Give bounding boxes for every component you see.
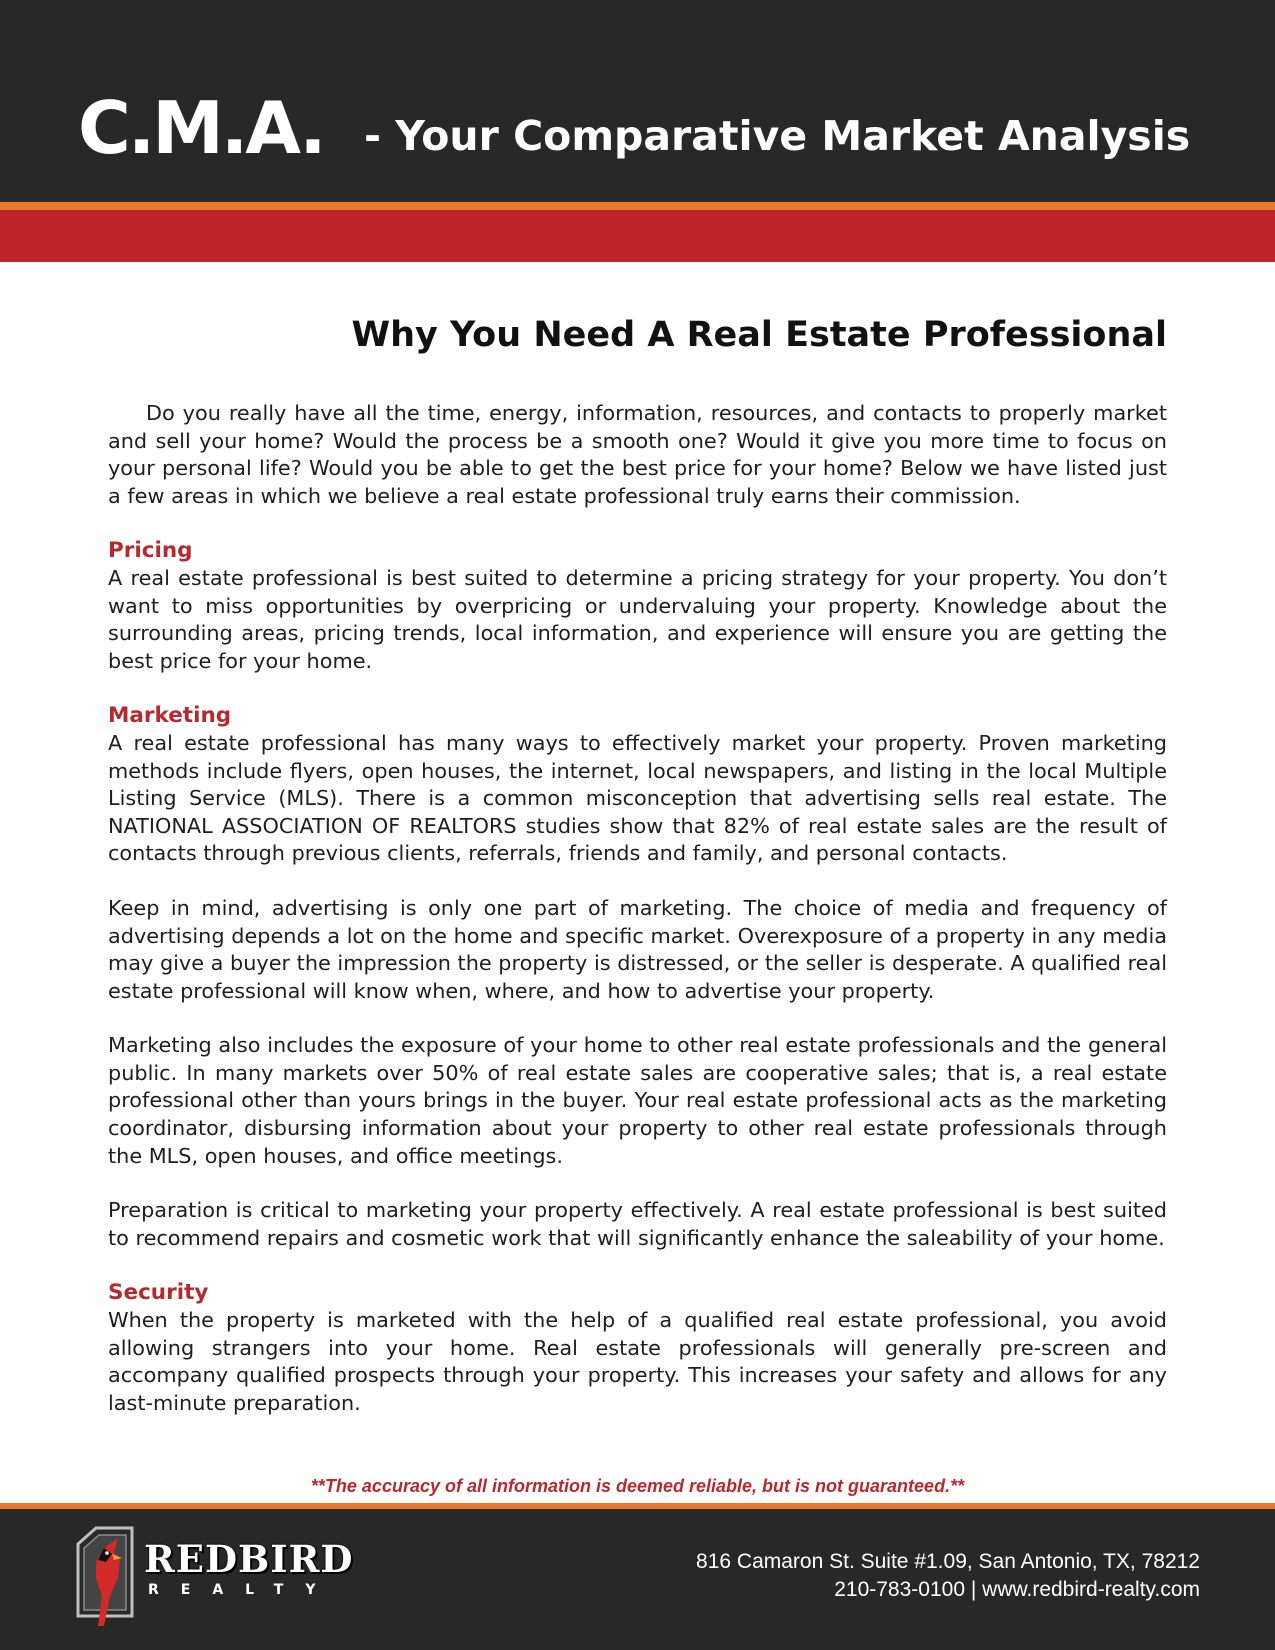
header-bar [0,0,1275,202]
address-line: 816 Camaron St. Suite #1.09, San Antonio, TX, 78212 [696,1550,1200,1573]
brand-subtitle: REALTY [148,1582,338,1598]
pricing-heading: Pricing [108,538,193,564]
header-subtitle: - Your Comparative Market Analysis [364,112,1191,160]
contact-block [696,1548,1200,1604]
security-paragraph: When the property is marketed with the help of a qualified real estate professional, you avoid allowing strangers into your home. Real estate professionals will generally pre-screen and accompany qualified prospects through your property. This increases your safety and allows for any last-minute preparation. [108,1308,1167,1415]
security-heading: Security [108,1280,209,1306]
separator: | [970,1578,977,1601]
phone-web-line [696,1576,1200,1604]
header-orange-stripe [0,202,1275,210]
marketing-heading: Marketing [108,703,232,729]
cma-logo-text: C.M.A. [78,86,324,170]
website-link[interactable]: www.redbird-realty.com [982,1578,1200,1601]
pricing-paragraph: A real estate professional is best suited to determine a pricing strategy for your property. You don’t want to miss opportunities by overpricing or undervaluing your property. Knowledge about the surrounding areas, pricing trends, local information, and experience will ensure you are getting the best price for your home. [108,565,1167,673]
marketing-paragraph-3: Marketing also includes the exposure of your home to other real estate professionals and the general public. In many markets over 50% of real estate sales are cooperative sales; that is, a real estate professional other than yours brings in the buyer. Your real estate professional acts as the marketing coordinator, disbursing information about your property to other real estate professionals through the MLS, open houses, and office meetings. [108,1033,1167,1168]
page-title: Why You Need A Real Estate Professional [351,315,1167,355]
marketing-paragraph-2: Keep in mind, advertising is only one part of marketing. The choice of media and frequency of advertising depends a lot on the home and specific market. Overexposure of a property in any media may give a buyer the impression the property is distressed, or the seller is desperate. A qualified real estate professional will know when, where, and how to advertise your property. [108,895,1167,1003]
main-content [108,400,1167,1444]
marketing-paragraph-4: Preparation is critical to marketing your property effectively. A real estate professional is best suited to recommend repairs and cosmetic work that will significantly enhance the saleability of your home. [108,1198,1167,1250]
marketing-paragraph-1: A real estate professional has many ways to effectively market your property. Proven marketing methods include flyers, open houses, the internet, local newspapers, and listing in the local Multiple Listing Service (MLS). There is a common misconception that advertising sells real estate. The NATIONAL ASSOCIATION OF REALTORS studies show that 82% of real estate sales are the result of contacts through previous clients, referrals, friends and family, and personal contacts. [108,730,1167,866]
disclaimer-text: **The accuracy of all information is deemed reliable, but is not guaranteed.** [310,1476,965,1496]
brand-name: REDBIRD [144,1537,354,1581]
intro-paragraph: Do you really have all the time, energy, information, resources, and contacts to properly market and sell your home? Would the process be a smooth one? Would it give you more time to focus on your personal life? Would you be able to get the best price for your home? Below we have listed just a few areas in which we believe a real estate professional truly earns their commission. [108,401,1167,508]
cardinal-bird-icon [78,1528,132,1626]
phone-number: 210-783-0100 [834,1578,965,1601]
header-red-band [0,210,1275,262]
